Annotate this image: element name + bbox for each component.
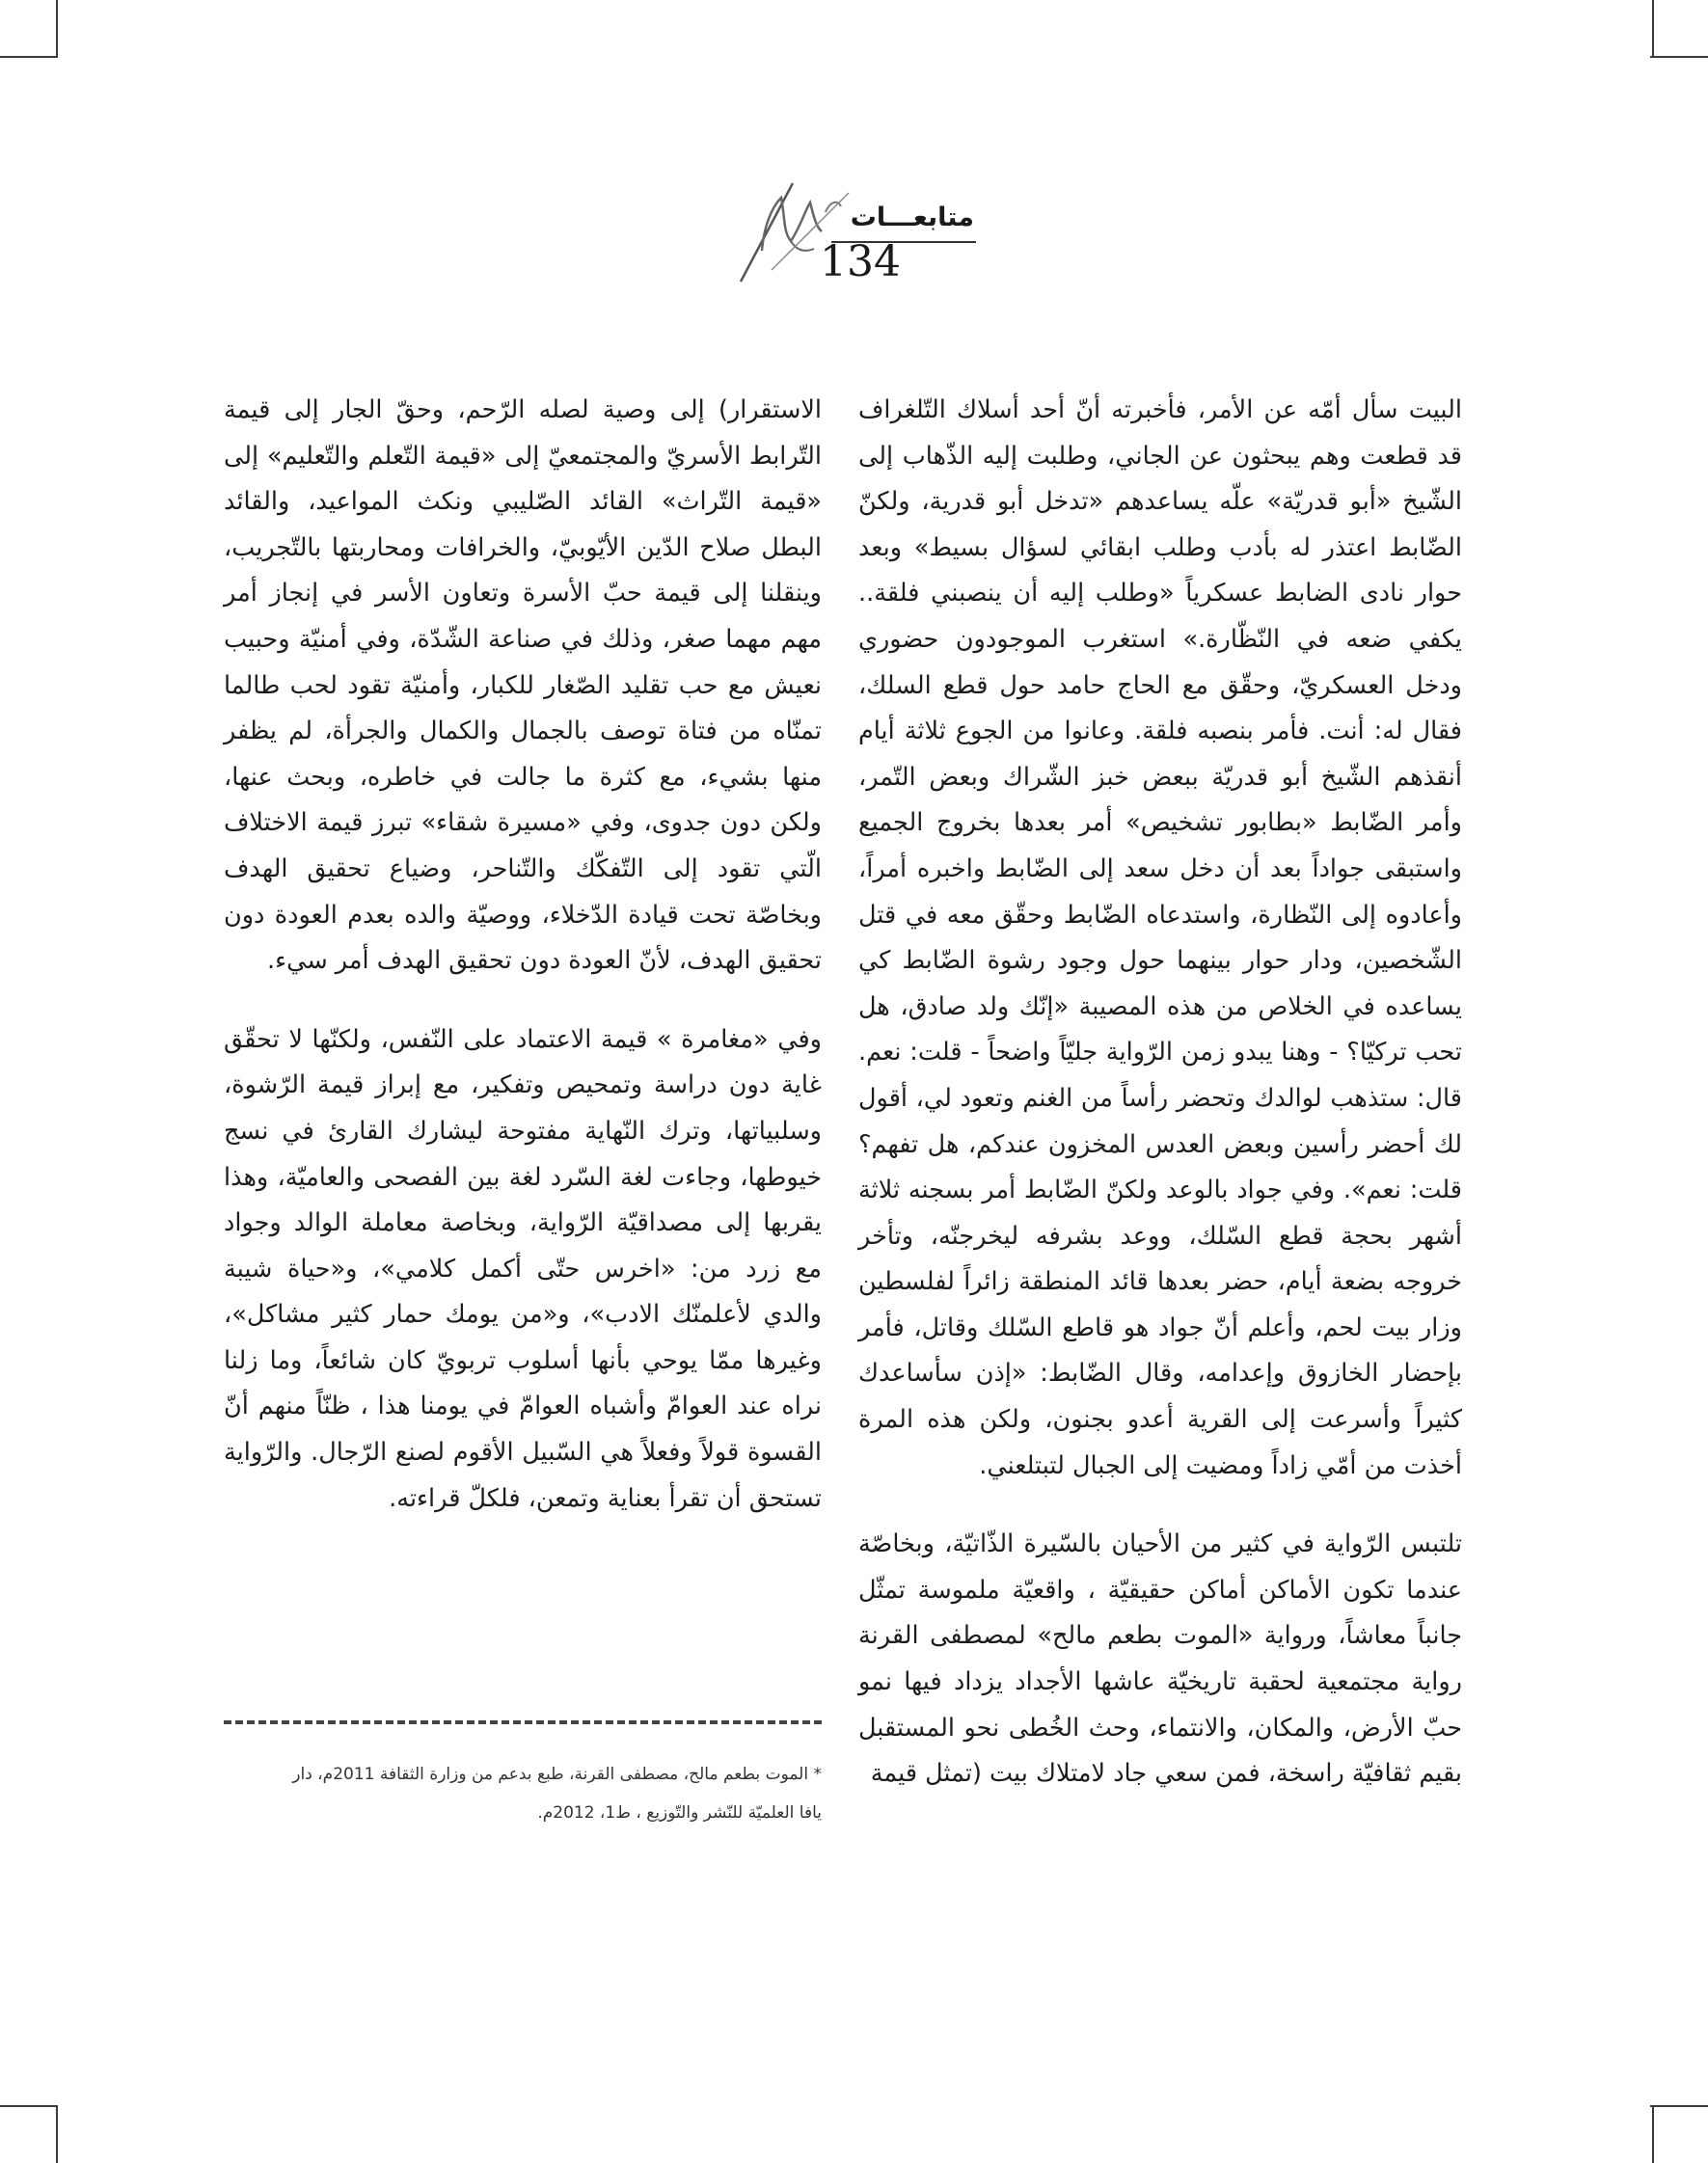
footnote-separator — [224, 1720, 822, 1724]
page-header — [733, 174, 984, 289]
left-column — [224, 388, 822, 1522]
right-column-paragraph-2: تلتبس الرّواية في كثير من الأحيان بالسّيرة الذّاتيّة، وبخاصّة عندما تكون الأماكن أماكن حقيقيّة ، واقعيّة ملموسة تمثّل جانباً معاشاً، ورواية «الموت بطعم مالح» لمصطفى القرنة رواية مجتمعية لحقبة تاريخيّة عاشها الأجداد يزداد فيها نمو حبّ الأرض، والمكان، والانتماء، وحث الخُطى نحو المستقبل بقيم ثقافيّة راسخة، فمن سعي جاد لامتلاك بيت (تمثل قيمة — [858, 1529, 1462, 1789]
page-number: 134 — [820, 237, 901, 286]
section-label: متابعـــات — [850, 203, 974, 232]
crop-mark — [1652, 0, 1654, 58]
left-column-paragraph-2: وفي «مغامرة » قيمة الاعتماد على النّفس، ولكنّها لا تحقّق غاية دون دراسة وتمحيص وتفكير، مع إبراز قيمة الرّشوة، وسلبياتها، وترك النّهاية مفتوحة ليشارك القارئ في نسج خيوطها، وجاءت لغة السّرد لغة بين الفصحى والعاميّة، وهذا يقربها إلى مصداقيّة الرّواية، وبخاصة معاملة الوالد وجواد مع زرد من: «اخرس حتّى أكمل كلامي»، و«حياة شيبة والدي لأعلمنّك الادب»، و«من يومك حمار كثير مشاكل»، وغيرها ممّا يوحي بأنها أسلوب تربويّ كان شائعاً، وما زلنا نراه عند العوامّ وأشباه العوامّ في يومنا هذا ، ظنّاً منهم أنّ القسوة قولاً وفعلاً هي السّبيل الأقوم لصنع الرّجال. والرّواية تستحق أن تقرأ بعناية وتمعن، فلكلّ قراءته. — [224, 1024, 822, 1513]
right-column-paragraph-1: البيت سأل أمّه عن الأمر، فأخبرته أنّ أحد أسلاك التّلغراف قد قطعت وهم يبحثون عن الجاني، وطلبت إليه الذّهاب إلى الشّيخ «أبو قدريّة» علّه يساعدهم «تدخل أبو قدرية، ولكنّ الضّابط اعتذر له بأدب وطلب ابقائي لسؤال بسيط» وبعد حوار نادى الضابط عسكرياً «وطلب إليه أن ينصبني فلقة.. يكفي ضعه في النّظّارة.» استغرب الموجودون حضوري ودخل العسكريّ، وحقّق مع الحاج حامد حول قطع السلك، فقال له: أنت. فأمر بنصبه فلقة. وعانوا من الجوع ثلاثة أيام أنقذهم الشّيخ أبو قدريّة ببعض خبز الشّراك وبعض التّمر، وأمر الضّابط «بطابور تشخيص» أمر بعدها بخروج الجميع واستبقى جواداً بعد أن دخل سعد إلى الضّابط واخبره أمراً، وأعادوه إلى النّظارة، واستدعاه الضّابط وحقّق معه في قتل الشّخصين، ودار حوار بينهما حول وجود رشوة الضّابط كي يساعده في الخلاص من هذه المصيبة «إنّك ولد صادق، هل تحب تركيّا؟ - وهنا يبدو زمن الرّواية جليّاً واضحاً - قلت: نعم. قال: ستذهب لوالدك وتحضر رأساً من الغنم وتعود لي، أقول لك أحضر رأسين وبعض العدس المخزون عندكم، هل تفهم؟ قلت: نعم». وفي جواد بالوعد ولكنّ الضّابط أمر بسجنه ثلاثة أشهر بحجة قطع السّلك، ووعد بشرفه ليخرجنّه، وتأخر خروجه بضعة أيام، حضر بعدها قائد المنطقة زائراً لفلسطين وزار بيت لحم، وأعلم أنّ جواد هو قاطع السّلك وقاتل، فأمر بإحضار الخازوق وإعدامه، وقال الضّابط: «إذن سأساعدك كثيراً وأسرعت إلى القرية أعدو بجنون، ولكن هذه المرة أخذت من أمّي زاداً ومضيت إلى الجبال لتبتلعني. — [858, 395, 1462, 1480]
crop-mark — [0, 2105, 58, 2107]
footnote-line-2: يافا العلميّة للنّشر والتّوزيع ، ط1، 2012م. — [537, 1803, 822, 1823]
crop-mark — [56, 2105, 58, 2163]
crop-mark — [0, 56, 58, 58]
footnote — [224, 1755, 822, 1832]
crop-mark — [1650, 2105, 1708, 2107]
right-column — [858, 388, 1462, 1798]
crop-mark — [56, 0, 58, 58]
left-column-paragraph-1: الاستقرار) إلى وصية لصله الرّحم، وحقّ الجار إلى قيمة التّرابط الأسريّ والمجتمعيّ إلى «قيمة التّعلم والتّعليم» إلى «قيمة التّراث» القائد الصّليبي ونكث المواعيد، والقائد البطل صلاح الدّين الأيّوبيّ، والخرافات ومحاربتها بالتّجريب، وينقلنا إلى قيمة حبّ الأسرة وتعاون الأسر في إنجاز أمر مهم مهما صغر، وذلك في صناعة الشّدّة، وفي أمنيّة وحبيب نعيش مع حب تقليد الصّغار للكبار، وأمنيّة تقود لحب طالما تمنّاه من فتاة توصف بالجمال والكمال والجرأة، لم يظفر منها بشيء، مع كثرة ما جالت في خاطره، وبحث عنها، ولكن دون جدوى، وفي «مسيرة شقاء» تبرز قيمة الاختلاف الّتي تقود إلى التّفكّك والتّناحر، وضياع تحقيق الهدف وبخاصّة تحت قيادة الدّخلاء، ووصيّة والده بعدم العودة دون تحقيق الهدف، لأنّ العودة دون تحقيق الهدف أمر سيء. — [224, 395, 822, 976]
crop-mark — [1652, 2105, 1654, 2163]
footnote-line-1: * الموت بطعم مالح، مصطفى القرنة، طبع بدعم من وزارة الثقافة 2011م، دار — [292, 1765, 822, 1784]
crop-mark — [1650, 56, 1708, 58]
